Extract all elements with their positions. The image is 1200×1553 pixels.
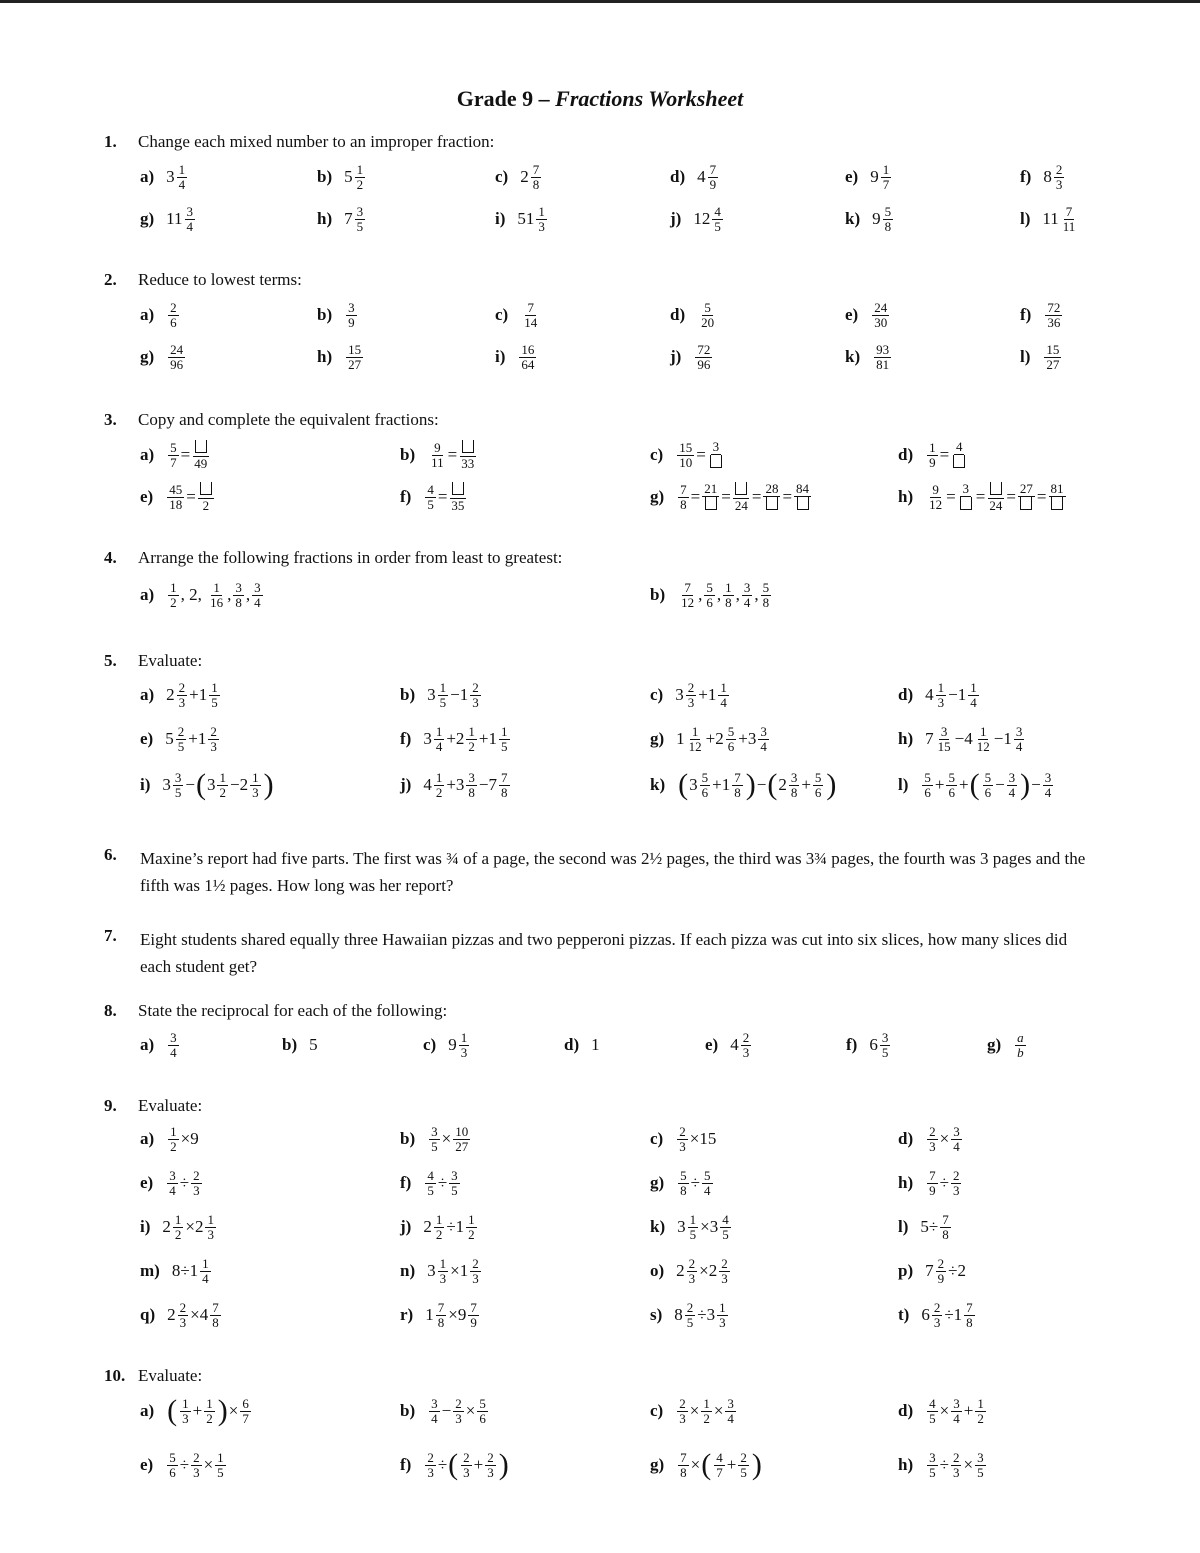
question-7: 7.: [104, 926, 117, 945]
question-4: 4. Arrange the following fractions in order from least to greatest:: [104, 548, 563, 567]
q5-row-3: [140, 762, 1140, 808]
q4-item-a: a) 1 2 , 2 , 1 16 , 3 8 , 3 4: [140, 579, 261, 610]
q9-item-b: b) $\frac{3}{5}$ × $\frac{10}{27}$: [400, 1123, 469, 1154]
q10-item-b: b) 3 4 − $\frac{2}{3}$ × $\frac{5}{6}$: [400, 1395, 486, 1426]
q9-item-s: s) 8 $\frac{2}{5}$ ÷ 3 1 3: [650, 1299, 726, 1330]
q1-item: c) 2 7 8: [495, 161, 540, 192]
q1-item: h) 7 3 5: [317, 203, 364, 234]
q3-item-g: g) 7 8 = 21 = 24 = 28 = 84: [650, 480, 810, 513]
q2-item: i) 16 64: [495, 341, 535, 372]
q9-item-n: n) 3 $\frac{1}{3}$ × 1 2 3: [400, 1255, 479, 1286]
q10-item-d: d) $\frac{4}{5}$ × $\frac{3}{4}$ + $\frac{1}{2}$: [898, 1395, 984, 1426]
q2-row-2: [140, 334, 1140, 380]
q9-item-l: l) 5 ÷ $\frac{7}{8}$: [898, 1211, 949, 1242]
q9-item-k: k) 3 $\frac{1}{5}$ × 3 4 5: [650, 1211, 729, 1242]
worksheet-title: [0, 86, 1200, 112]
q5-item-b: b) 3 1 5 − 1 2 3: [400, 679, 479, 710]
q2-item: k) 93 81: [845, 341, 890, 372]
q5-item-h: h) 7 3 15 − 4 1 12 − 1 3 4: [898, 723, 1023, 754]
q8-item-e: e) 4 2 3: [705, 1029, 750, 1060]
q1-item: j) 12 4 5: [670, 203, 721, 234]
q9-row-4: [140, 1248, 1140, 1294]
question-5: 5. Evaluate:: [104, 651, 203, 670]
q1-item: b) 5 1 2: [317, 161, 364, 192]
q9-item-g: g) $\frac{5}{8}$ ÷ $\frac{5}{4}$: [650, 1167, 711, 1198]
q10-item-h: h) $\frac{3}{5}$ ÷ $\frac{2}{3}$ × $\frac{3}{5}$: [898, 1449, 984, 1480]
q9-row-3: [140, 1204, 1140, 1250]
q2-item: f) 72 36: [1020, 299, 1061, 330]
q3-item-h: h) 9 12 = 3 = 24 = 27 = 81: [898, 480, 1064, 513]
q3-item-e: e) 45 18 = 2: [140, 474, 216, 520]
q9-item-q: q) 2 $\frac{2}{3}$ × 4 7 8: [140, 1299, 219, 1330]
q9-item-j: j) 2 $\frac{1}{2}$ ÷ 1 1 2: [400, 1211, 475, 1242]
q1-item: f) 8 2 3: [1020, 161, 1063, 192]
q3-row-1: [140, 432, 1140, 478]
q8-row: [140, 1022, 1140, 1068]
question-1-text: Change each mixed number to an improper fraction:: [138, 132, 495, 151]
q5-item-d: d) 4 1 3 − 1 1 4: [898, 679, 977, 710]
q5-item-g: g) 1 1 12 + 2 5 6 + 3 3 4: [650, 723, 767, 754]
q3-item-c: c) 15 10 = 3: [650, 432, 726, 478]
q9-row-5: [140, 1292, 1140, 1338]
q2-item: l) 15 27: [1020, 341, 1060, 372]
q9-item-e: e) $\frac{3}{4}$ ÷ $\frac{2}{3}$: [140, 1167, 200, 1198]
q5-item-k: k) ( 3 5 6 + 1 7 8 ) − ( 2 3 8 + $\frac{5}{6}$ ): [650, 768, 837, 801]
title-grade: Grade 9 –: [456, 86, 556, 111]
q1-item: l) 11 7 11: [1020, 203, 1076, 234]
q5-item-a: a) 2 2 3 + 1 1 5: [140, 679, 218, 710]
q10-item-f: f) $\frac{2}{3}$ ÷ ( 2 3 + $\frac{2}{3}$ ): [400, 1448, 509, 1481]
q5-item-f: f) 3 1 4 + 2 1 2 + 1 1 5: [400, 723, 508, 754]
q2-item: g) 24 96: [140, 341, 184, 372]
question-9-text: Evaluate:: [138, 1096, 203, 1115]
q9-item-t: t) 6 $\frac{2}{3}$ ÷ 1 7 8: [898, 1299, 973, 1330]
q2-row-1: [140, 292, 1140, 338]
question-3: 3. Copy and complete the equivalent fractions:: [104, 410, 439, 429]
q10-row-1: [140, 1388, 1140, 1434]
q9-item-r: r) 1 $\frac{7}{8}$ × 9 7 9: [400, 1299, 477, 1330]
question-10-text: Evaluate:: [138, 1366, 203, 1385]
question-8: 8. State the reciprocal for each of the following:: [104, 1001, 448, 1020]
question-9: 9. Evaluate:: [104, 1096, 203, 1115]
q5-item-j: j) 4 1 2 + 3 3 8 − 7 7 8: [400, 769, 508, 800]
q9-item-o: o) 2 $\frac{2}{3}$ × 2 2 3: [650, 1255, 728, 1286]
q8-item-f: f) 6 3 5: [846, 1029, 889, 1060]
q1-row-1: [140, 154, 1140, 200]
question-2: 2. Reduce to lowest terms:: [104, 270, 302, 289]
q1-item: k) 9 5 8: [845, 203, 892, 234]
question-2-text: Reduce to lowest terms:: [138, 270, 302, 289]
q8-item-c: c) 9 1 3: [423, 1029, 468, 1060]
q5-item-i: i) 3 3 5 − ( 3 1 2 − 2 1 3 ): [140, 768, 274, 801]
question-8-text: State the reciprocal for each of the following:: [138, 1001, 448, 1020]
question-1: 1. Change each mixed number to an improper fraction:: [104, 132, 495, 151]
question-6-text: Maxine’s report had five parts. The first was ¾ of a page, the second was 2½ pages, the third was 3¾ pages, the fourth was 3 pages and the fifth was 1½ pages. How long was her report?: [140, 849, 1086, 895]
q1-row-2: [140, 196, 1140, 242]
q2-item: d) 5 20: [670, 299, 715, 330]
q5-row-2: [140, 716, 1140, 762]
q8-item-d: d) 1: [564, 1035, 600, 1054]
q9-item-m: m) 8 ÷ 1 1 4: [140, 1255, 209, 1286]
q9-item-f: f) $\frac{4}{5}$ ÷ $\frac{3}{5}$: [400, 1167, 458, 1198]
q5-item-c: c) 3 2 3 + 1 1 4: [650, 679, 727, 710]
q2-item: a) 2 6: [140, 299, 177, 330]
q3-item-a: a) 5 7 = 49: [140, 439, 208, 471]
question-3-text: Copy and complete the equivalent fractions:: [138, 410, 439, 429]
q5-item-l: l) 5 6 + $\frac{5}{6}$ + ( 5 6 − $\frac{3}{4}$ ) − $\frac{3}{4}$: [898, 768, 1052, 801]
question-5-text: Evaluate:: [138, 651, 203, 670]
q2-item: b) 3 9: [317, 299, 355, 330]
q4-item-b: b) 7 12 , 5 6 , 1 8 , 3 4 , 5 8: [650, 579, 770, 610]
q10-item-c: c) $\frac{2}{3}$ × $\frac{1}{2}$ × $\frac{3}{4}$: [650, 1395, 734, 1426]
q1-item: e) 9 1 7: [845, 161, 890, 192]
q9-item-h: h) $\frac{7}{9}$ ÷ $\frac{2}{3}$: [898, 1167, 960, 1198]
question-10: 10. Evaluate:: [104, 1366, 203, 1385]
q10-item-e: e) $\frac{5}{6}$ ÷ $\frac{2}{3}$ × $\frac{1}{5}$: [140, 1449, 224, 1480]
q10-item-g: g) $\frac{7}{8}$ × ( 4 7 + $\frac{2}{5}$ ): [650, 1448, 762, 1481]
q9-row-1: [140, 1116, 1140, 1162]
q3-item-b: b) 9 11 = 33: [400, 439, 475, 471]
q1-item: g) 11 3 4: [140, 203, 194, 234]
q8-item-g: g) a b: [987, 1029, 1024, 1060]
q5-row-1: [140, 672, 1140, 718]
q1-item: a) 3 1 4: [140, 161, 186, 192]
q1-item: d) 4 7 9: [670, 161, 717, 192]
q8-item-b: b) 5: [282, 1035, 318, 1054]
q2-item: h) 15 27: [317, 341, 362, 372]
q8-item-a: a) 3 4: [140, 1029, 177, 1060]
q9-item-i: i) 2 $\frac{1}{2}$ × 2 1 3: [140, 1211, 214, 1242]
q9-item-c: c) $\frac{2}{3}$ × 15: [650, 1123, 717, 1154]
q9-row-2: [140, 1160, 1140, 1206]
q9-item-p: p) 7 $\frac{2}{9}$ ÷ 2: [898, 1255, 966, 1286]
q2-item: j) 72 96: [670, 341, 711, 372]
q3-item-d: d) 1 9 = 4: [898, 432, 969, 478]
q3-item-f: f) 4 5 = 35: [400, 481, 465, 513]
q1-item: i) 51 1 3: [495, 203, 545, 234]
q9-item-a: a) $\frac{1}{2}$ × 9: [140, 1123, 199, 1154]
q10-row-2: [140, 1442, 1140, 1488]
q2-item: e) 24 30: [845, 299, 888, 330]
top-border-line: [0, 0, 1200, 3]
title-main: Fractions Worksheet: [555, 86, 744, 111]
q3-row-2: [140, 474, 1140, 520]
q2-item: c) 7 14: [495, 299, 538, 330]
q5-item-e: e) 5 2 5 + 1 2 3: [140, 723, 217, 754]
q10-item-a: a) ( 1 3 + $\frac{1}{2}$ ) × $\frac{6}{7}$: [140, 1394, 249, 1427]
q9-item-d: d) $\frac{2}{3}$ × $\frac{3}{4}$: [898, 1123, 960, 1154]
q4-row: [140, 572, 1140, 618]
question-4-text: Arrange the following fractions in order from least to greatest:: [138, 548, 563, 567]
question-7-text: Eight students shared equally three Hawaiian pizzas and two pepperoni pizzas. If each pizza was cut into six slices, how many slices did each student get?: [140, 930, 1068, 976]
